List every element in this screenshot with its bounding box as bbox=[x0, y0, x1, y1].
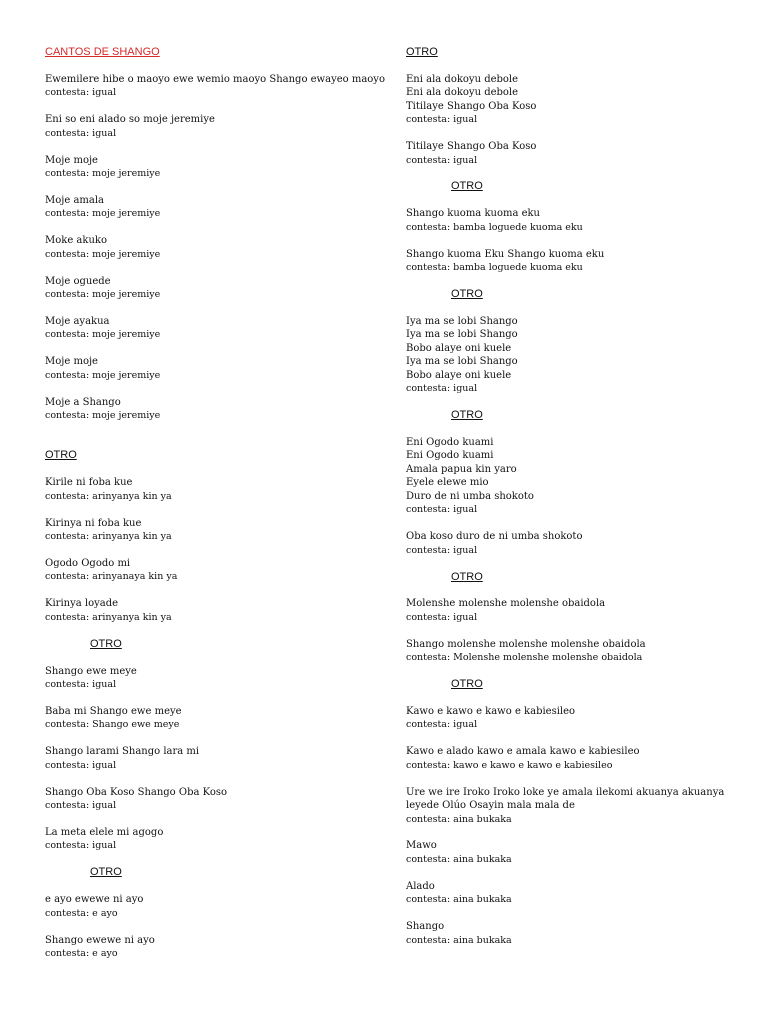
lyric-line: Mawo bbox=[406, 840, 437, 852]
song-stanza bbox=[45, 315, 385, 342]
lyric-line: Kawo e kawo e kawo e kabiesileo bbox=[406, 705, 576, 717]
lyric-line: Eni Ogodo kuami bbox=[406, 450, 494, 462]
response-line: contesta: e ayo bbox=[45, 907, 118, 919]
song-stanza bbox=[406, 248, 736, 275]
lyric-line: Moje moje bbox=[45, 154, 98, 166]
lyric-line: Ure we ire Iroko Iroko loke ye amala ilekomi akuanya akuanya bbox=[406, 786, 725, 798]
song-stanza bbox=[406, 705, 736, 732]
song-stanza bbox=[45, 934, 385, 961]
song-stanza bbox=[45, 73, 385, 100]
section-heading-otro: OTRO bbox=[451, 180, 483, 193]
response-line: contesta: kawo e kawo e kawo e kabiesileo bbox=[406, 759, 613, 771]
lyric-line: Alado bbox=[406, 880, 435, 892]
lyric-line: Bobo alaye oni kuele bbox=[406, 342, 512, 354]
lyric-line: La meta elele mi agogo bbox=[45, 826, 164, 838]
section-heading-otro: OTRO bbox=[45, 449, 77, 462]
song-block bbox=[406, 73, 736, 167]
lyric-line: Kawo e alado kawo e amala kawo e kabiesileo bbox=[406, 746, 640, 758]
section-heading-otro: OTRO bbox=[451, 678, 483, 691]
response-line: contesta: arinyanya kin ya bbox=[45, 531, 172, 543]
response-line: contesta: Shango ewe meye bbox=[45, 719, 180, 731]
song-block bbox=[406, 705, 736, 947]
response-line: contesta: bamba loguede kuoma eku bbox=[406, 262, 583, 274]
lyric-line: Ewemilere hibe o maoyo ewe wemio maoyo Shango ewayeo maoyo bbox=[45, 73, 385, 85]
response-line: contesta: igual bbox=[406, 719, 478, 731]
lyric-line: Titilaye Shango Oba Koso bbox=[406, 141, 537, 153]
response-line: contesta: aina bukaka bbox=[406, 853, 512, 865]
song-stanza bbox=[45, 557, 385, 584]
response-line: contesta: igual bbox=[406, 504, 478, 516]
response-line: contesta: igual bbox=[406, 114, 478, 126]
lyric-line: Eni so eni alado so moje jeremiye bbox=[45, 114, 215, 126]
response-line: contesta: igual bbox=[406, 544, 478, 556]
lyric-line: Shango kuoma Eku Shango kuoma eku bbox=[406, 248, 605, 260]
spacer bbox=[45, 436, 385, 449]
song-stanza bbox=[406, 140, 736, 167]
song-stanza bbox=[406, 786, 736, 826]
response-line: contesta: e ayo bbox=[45, 947, 118, 959]
song-block bbox=[406, 315, 736, 396]
response-line: contesta: igual bbox=[406, 383, 478, 395]
song-stanza bbox=[406, 920, 736, 947]
response-line: contesta: aina bukaka bbox=[406, 934, 512, 946]
lyric-line: Kirinya ni foba kue bbox=[45, 517, 142, 529]
lyric-line: Amala papua kin yaro bbox=[406, 463, 517, 475]
response-line: contesta: bamba loguede kuoma eku bbox=[406, 221, 583, 233]
lyric-line: Shango molenshe molenshe molenshe obaidola bbox=[406, 638, 646, 650]
response-line: contesta: moje jeremiye bbox=[45, 289, 161, 301]
song-stanza bbox=[45, 517, 385, 544]
section-heading-otro: OTRO bbox=[451, 570, 483, 583]
response-line: contesta: moje jeremiye bbox=[45, 410, 161, 422]
response-line: contesta: aina bukaka bbox=[406, 813, 512, 825]
lyric-line: Baba mi Shango ewe meye bbox=[45, 705, 182, 717]
song-stanza bbox=[45, 893, 385, 920]
lyric-line: Kirile ni foba kue bbox=[45, 477, 133, 489]
song-stanza bbox=[45, 396, 385, 423]
lyric-line: Shango ewewe ni ayo bbox=[45, 934, 155, 946]
lyric-line: Moje oguede bbox=[45, 275, 111, 287]
lyric-line: Moke akuko bbox=[45, 235, 107, 247]
response-line: contesta: moje jeremiye bbox=[45, 369, 161, 381]
document-title: CANTOS DE SHANGO bbox=[45, 46, 160, 58]
lyric-line: Oba koso duro de ni umba shokoto bbox=[406, 531, 583, 543]
lyric-line: Shango kuoma kuoma eku bbox=[406, 208, 540, 220]
lyric-line: Shango larami Shango lara mi bbox=[45, 746, 200, 758]
song-stanza bbox=[45, 275, 385, 302]
song-stanza bbox=[45, 234, 385, 261]
song-stanza bbox=[45, 355, 385, 382]
response-line: contesta: igual bbox=[45, 759, 117, 771]
response-line: contesta: igual bbox=[45, 840, 117, 852]
lyric-line: Eyele elewe mio bbox=[406, 477, 489, 489]
response-line: contesta: arinyanaya kin ya bbox=[45, 571, 178, 583]
lyric-line: Moje ayakua bbox=[45, 315, 110, 327]
lyric-line: Eni ala dokoyu debole bbox=[406, 73, 519, 85]
response-line: contesta: igual bbox=[406, 611, 478, 623]
lyric-line: Moje a Shango bbox=[45, 396, 121, 408]
response-line: contesta: igual bbox=[406, 154, 478, 166]
lyric-line: Kirinya loyade bbox=[45, 598, 119, 610]
response-line: contesta: moje jeremiye bbox=[45, 329, 161, 341]
song-stanza bbox=[406, 530, 736, 557]
lyric-line: Moje amala bbox=[45, 194, 105, 206]
section-heading-otro: OTRO bbox=[406, 46, 438, 58]
song-stanza bbox=[45, 745, 385, 772]
song-stanza bbox=[406, 207, 736, 234]
song-stanza bbox=[406, 436, 736, 517]
song-stanza bbox=[45, 113, 385, 140]
song-stanza bbox=[45, 154, 385, 181]
lyric-line: Molenshe molenshe molenshe obaidola bbox=[406, 598, 606, 610]
response-line: contesta: igual bbox=[45, 679, 117, 691]
response-line: contesta: moje jeremiye bbox=[45, 208, 161, 220]
lyric-line: Ogodo Ogodo mi bbox=[45, 558, 131, 569]
song-stanza bbox=[406, 638, 736, 665]
song-stanza bbox=[406, 73, 736, 127]
lyric-line: leyede Olúo Osayin mala mala de bbox=[406, 800, 575, 812]
lyric-line: Shango Oba Koso Shango Oba Koso bbox=[45, 786, 227, 798]
song-block bbox=[45, 665, 385, 853]
lyric-line: Shango ewe meye bbox=[45, 665, 137, 677]
response-line: contesta: igual bbox=[45, 127, 117, 139]
response-line: contesta: aina bukaka bbox=[406, 894, 512, 906]
song-stanza bbox=[406, 839, 736, 866]
song-stanza bbox=[45, 597, 385, 624]
response-line: contesta: moje jeremiye bbox=[45, 168, 161, 180]
lyric-line: Eni Ogodo kuami bbox=[406, 437, 494, 448]
song-block bbox=[406, 597, 736, 664]
lyric-line: Shango bbox=[406, 921, 445, 933]
response-line: contesta: arinyanya kin ya bbox=[45, 490, 172, 502]
song-stanza bbox=[45, 476, 385, 503]
song-stanza bbox=[45, 194, 385, 221]
lyric-line: Iya ma se lobi Shango bbox=[406, 329, 518, 341]
song-stanza bbox=[406, 745, 736, 772]
lyric-line: Eni ala dokoyu debole bbox=[406, 87, 519, 99]
song-stanza bbox=[45, 786, 385, 813]
lyric-line: Titilaye Shango Oba Koso bbox=[406, 100, 537, 112]
section-heading-otro: OTRO bbox=[90, 866, 122, 879]
song-block bbox=[45, 893, 385, 960]
lyric-line: Bobo alaye oni kuele bbox=[406, 369, 512, 381]
song-stanza bbox=[45, 826, 385, 853]
song-block bbox=[45, 476, 385, 624]
lyric-line: Duro de ni umba shokoto bbox=[406, 490, 534, 502]
song-block bbox=[406, 436, 736, 557]
response-line: contesta: igual bbox=[45, 800, 117, 812]
song-stanza bbox=[406, 880, 736, 907]
lyric-line: Moje moje bbox=[45, 356, 98, 368]
song-stanza bbox=[406, 315, 736, 396]
right-column bbox=[406, 46, 736, 960]
section-heading-otro: OTRO bbox=[451, 409, 483, 422]
lyric-line: Iya ma se lobi Shango bbox=[406, 356, 518, 368]
response-line: contesta: arinyanya kin ya bbox=[45, 611, 172, 623]
song-stanza bbox=[45, 665, 385, 692]
lyric-line: Iya ma se lobi Shango bbox=[406, 315, 518, 327]
song-block bbox=[406, 207, 736, 274]
section-heading-otro: OTRO bbox=[90, 637, 122, 650]
response-line: contesta: igual bbox=[45, 87, 117, 99]
song-stanza bbox=[406, 597, 736, 624]
lyric-line: e ayo ewewe ni ayo bbox=[45, 894, 144, 906]
section-heading-otro: OTRO bbox=[451, 288, 483, 301]
song-stanza bbox=[45, 705, 385, 732]
left-column bbox=[45, 46, 385, 974]
response-line: contesta: moje jeremiye bbox=[45, 248, 161, 260]
song-block bbox=[45, 73, 385, 423]
response-line: contesta: Molenshe molenshe molenshe obaidola bbox=[406, 652, 643, 664]
